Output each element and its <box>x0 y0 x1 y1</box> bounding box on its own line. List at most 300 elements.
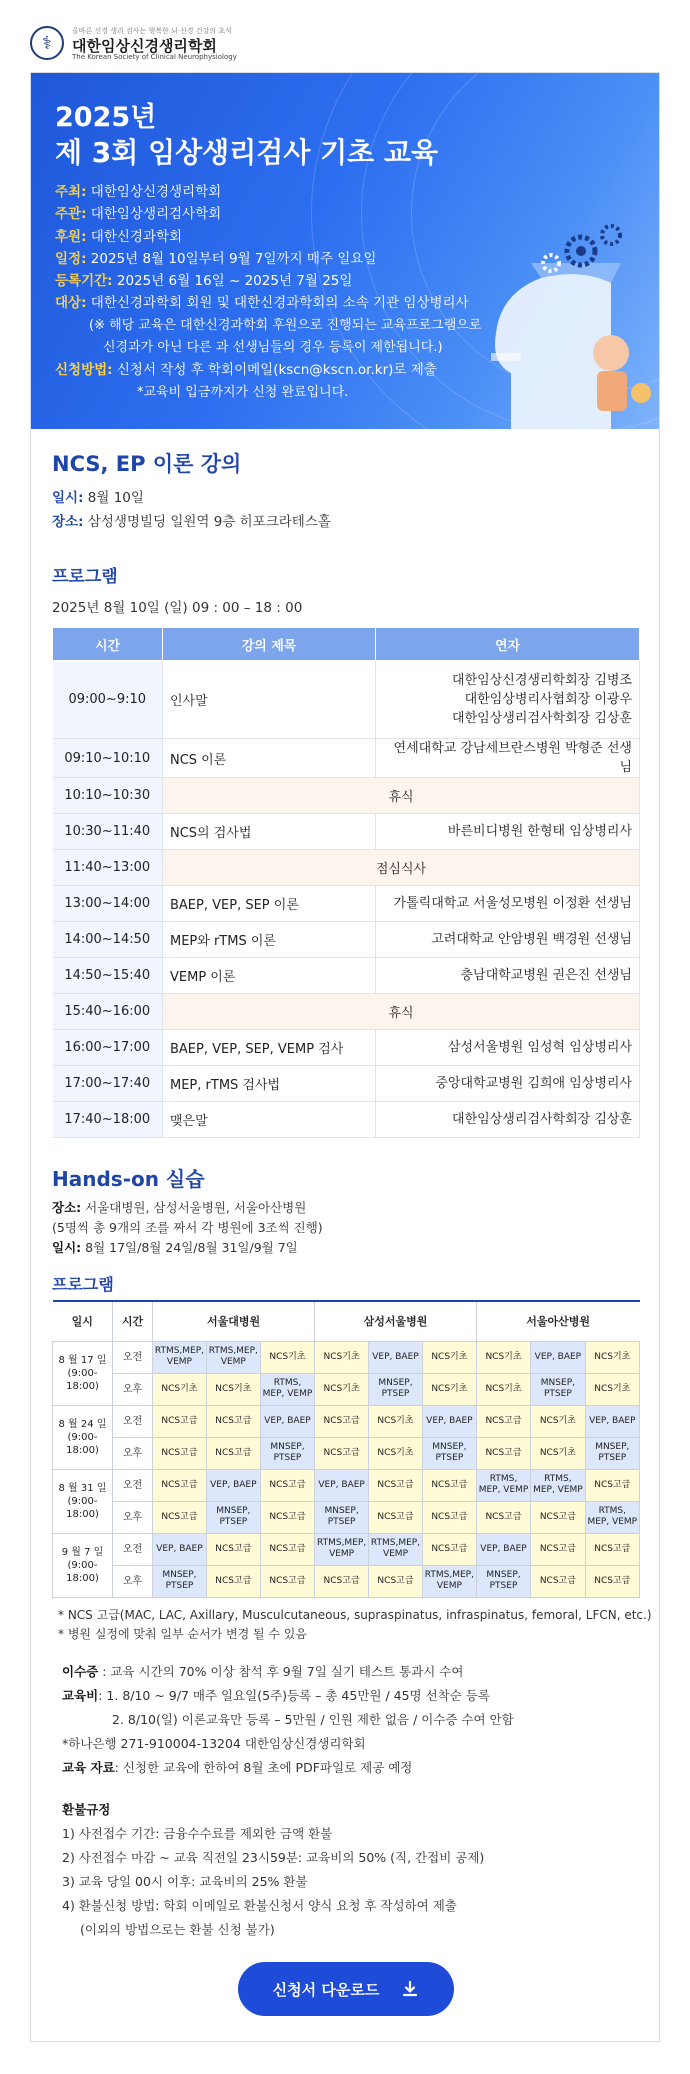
topic-line: NCS고급 <box>594 1479 631 1490</box>
download-icon <box>401 1980 419 1998</box>
cell-session-topic <box>315 1341 369 1373</box>
table-row <box>53 814 640 850</box>
hands-on-title: Hands-on 실습 <box>52 1167 205 1191</box>
cell-session-topic <box>422 1533 476 1565</box>
banner-line-registration: 등록기간: 2025년 6월 16일 ~ 2025년 7월 25일 <box>55 273 353 290</box>
topic-line: VEP, BAEP <box>156 1543 203 1554</box>
hands-on-place-note: (5명씩 총 9개의 조를 짜서 각 병원에 3조씩 진행) <box>52 1220 323 1235</box>
topic-line: VEP, BAEP <box>480 1543 527 1554</box>
topic-line: MEP, VEMP <box>262 1389 313 1399</box>
topic-line: NCS고급 <box>269 1479 306 1490</box>
topic-line: VEP, BAEP <box>426 1415 473 1426</box>
cell-session-topic <box>315 1501 369 1533</box>
cell-session-topic <box>369 1341 423 1373</box>
topic-line: NCS기초 <box>377 1447 414 1458</box>
topic-line: NCS고급 <box>539 1511 576 1522</box>
cell-session-topic <box>476 1533 530 1565</box>
topic-line: RTMS,MEP, <box>424 1570 474 1580</box>
cell-time: 15:40~16:00 <box>53 994 163 1030</box>
cell-date <box>53 1341 113 1405</box>
cell-session-topic <box>531 1469 585 1501</box>
refund-rule-2: 2) 사전접수 마감 ~ 교육 직전일 23시59분: 교육비의 50% (직, 간접비 공제) <box>62 1850 485 1865</box>
topic-line: MNSEP, <box>432 1442 467 1452</box>
topic-line: RTMS, <box>489 1474 518 1484</box>
topic-line: RTMS,MEP, <box>154 1346 205 1356</box>
table-row <box>53 739 640 778</box>
topic-line: NCS기초 <box>377 1415 414 1426</box>
cell-session: 오후 <box>113 1501 153 1533</box>
topic-line: RTMS,MEP, <box>208 1346 258 1356</box>
topic-line: NCS고급 <box>269 1511 306 1522</box>
cell-session-topic <box>315 1565 369 1597</box>
cell-session-topic <box>531 1533 585 1565</box>
date-label: 8 월 31 일 <box>58 1482 107 1494</box>
logo-english-name: The Korean Society of Clinical Neurophysiology <box>72 53 237 61</box>
cell-session-topic <box>153 1405 207 1437</box>
cell-session-topic <box>315 1533 369 1565</box>
date-time: (9:00-18:00) <box>66 1495 99 1520</box>
speaker-name: 고려대학교 안암병원 백경원 선생님 <box>431 932 632 947</box>
speaker-name: 가톨릭대학교 서울성모병원 이정환 선생님 <box>393 896 632 911</box>
topic-line: NCS고급 <box>161 1447 198 1458</box>
cell-session-topic <box>206 1469 260 1501</box>
table-row <box>53 958 640 994</box>
cell-session-topic <box>369 1469 423 1501</box>
cell-session-topic <box>153 1341 207 1373</box>
topic-line: NCS고급 <box>485 1447 522 1458</box>
cell-title: MEP, rTMS 검사법 <box>163 1066 376 1102</box>
cell-session-topic <box>422 1405 476 1437</box>
ncs-program-title: 프로그램 <box>52 567 118 587</box>
topic-line: NCS고급 <box>431 1543 468 1554</box>
topic-line: VEP, BAEP <box>264 1415 311 1426</box>
cell-session-topic <box>153 1469 207 1501</box>
topic-line: VEMP <box>436 1581 462 1591</box>
cell-break: 휴식 <box>163 994 640 1030</box>
table-row <box>53 1501 640 1533</box>
cell-session-topic <box>369 1405 423 1437</box>
topic-line: NCS기초 <box>431 1351 468 1362</box>
topic-line: VEP, BAEP <box>589 1415 636 1426</box>
topic-line: NCS고급 <box>377 1511 414 1522</box>
topic-line: MNSEP, <box>595 1442 630 1452</box>
site-header <box>0 0 690 72</box>
table-row <box>53 1469 640 1501</box>
hands-on-note-1: * NCS 고급(MAC, LAC, Axillary, Musculcutaneous, supraspinatus, infraspinatus, femoral, LFCN, etc.) <box>58 1608 652 1622</box>
topic-line: PTSEP <box>165 1581 194 1591</box>
cell-session-topic <box>260 1469 314 1501</box>
col-title: 강의 제목 <box>163 628 376 661</box>
speaker-name: 삼성서울병원 임성혁 임상병리사 <box>447 1040 632 1055</box>
topic-line: VEMP <box>166 1357 192 1367</box>
topic-line: NCS고급 <box>485 1415 522 1426</box>
topic-line: VEP, BAEP <box>318 1479 365 1490</box>
date-label: 8 월 24 일 <box>58 1418 107 1430</box>
topic-line: NCS고급 <box>161 1415 198 1426</box>
banner-line-sponsor: 후원: 대한신경과학회 <box>55 228 183 245</box>
banner-title: 제 3회 임상생리검사 기초 교육 <box>55 136 439 169</box>
topic-line: NCS기초 <box>594 1383 631 1394</box>
cell-speaker <box>376 1066 640 1102</box>
cell-session-topic <box>422 1469 476 1501</box>
topic-line: NCS고급 <box>431 1479 468 1490</box>
date-time: (9:00-18:00) <box>66 1431 99 1456</box>
topic-line: VEP, BAEP <box>534 1351 582 1362</box>
topic-line: VEP, BAEP <box>372 1351 419 1362</box>
topic-line: NCS고급 <box>594 1575 631 1586</box>
topic-line: PTSEP <box>435 1453 464 1463</box>
table-row <box>53 994 640 1030</box>
refund-title: 환불규정 <box>62 1802 111 1817</box>
banner-year: 2025년 <box>55 102 157 133</box>
cell-session-topic <box>206 1437 260 1469</box>
table-header-row <box>53 628 640 661</box>
cell-session-topic <box>369 1533 423 1565</box>
cell-title: NCS의 검사법 <box>163 814 376 850</box>
refund-rule-3: 3) 교육 당일 00시 이후: 교육비의 25% 환불 <box>62 1874 308 1889</box>
col-time: 시간 <box>53 628 163 661</box>
banner-line-organizer: 주관: 대한임상생리검사학회 <box>55 206 222 223</box>
date-time: (9:00-18:00) <box>66 1559 99 1584</box>
fee-info-2: 2. 8/10(일) 이론교육만 등록 – 5만원 / 인원 제한 없음 / 이수증 수여 안함 <box>112 1712 514 1727</box>
cell-session-topic <box>260 1373 314 1405</box>
topic-line: NCS기초 <box>539 1415 576 1426</box>
cell-session-topic <box>315 1469 369 1501</box>
cell-session-topic <box>585 1565 639 1597</box>
topic-line: NCS고급 <box>377 1575 414 1586</box>
hands-on-place: 장소: 서울대병원, 삼성서울병원, 서울아산병원 <box>52 1200 307 1215</box>
topic-line: NCS고급 <box>215 1543 252 1554</box>
cell-session-topic <box>531 1405 585 1437</box>
ncs-date: 일시: 8월 10일 <box>52 490 144 506</box>
cell-session-topic <box>153 1373 207 1405</box>
topic-line: PTSEP <box>381 1389 410 1399</box>
topic-line: NCS기초 <box>215 1383 252 1394</box>
cell-time: 11:40~13:00 <box>53 850 163 886</box>
table-row <box>53 886 640 922</box>
table-row <box>53 661 640 739</box>
topic-line: MNSEP, <box>162 1570 197 1580</box>
cell-session-topic <box>422 1341 476 1373</box>
cell-session-topic <box>476 1565 530 1597</box>
col-date: 일시 <box>53 1301 113 1341</box>
materials-info: 교육 자료: 신청한 교육에 한하여 8월 초에 PDF파일로 제공 예정 <box>62 1760 413 1775</box>
cell-session-topic <box>153 1565 207 1597</box>
cell-session-topic <box>531 1565 585 1597</box>
cell-time: 16:00~17:00 <box>53 1030 163 1066</box>
cell-session-topic <box>260 1341 314 1373</box>
download-application-button[interactable] <box>238 1962 454 2016</box>
topic-line: MEP, VEMP <box>533 1485 583 1495</box>
table-row <box>53 1341 640 1373</box>
topic-line: MEP, VEMP <box>587 1517 638 1527</box>
table-row <box>53 1437 640 1469</box>
topic-line: MNSEP, <box>540 1378 575 1388</box>
cell-session-topic <box>476 1437 530 1469</box>
refund-rule-1: 1) 사전접수 기간: 금융수수료를 제외한 금액 환불 <box>62 1826 333 1841</box>
cell-session-topic <box>422 1373 476 1405</box>
topic-line: NCS고급 <box>323 1447 360 1458</box>
cell-time: 09:00~9:10 <box>53 661 163 739</box>
table-row <box>53 1405 640 1437</box>
cell-title: 맺은말 <box>163 1102 376 1138</box>
cell-session-topic <box>206 1341 260 1373</box>
topic-line: PTSEP <box>489 1581 518 1591</box>
cell-session-topic <box>153 1501 207 1533</box>
ncs-place: 장소: 삼성생명빌딩 일원역 9층 히포크라테스홀 <box>52 514 331 530</box>
cell-speaker <box>376 886 640 922</box>
topic-line: NCS고급 <box>161 1479 198 1490</box>
certificate-info: 이수증 : 교육 시간의 70% 이상 참석 후 9월 7일 실기 테스트 통과시 수여 <box>62 1664 464 1679</box>
topic-line: NCS기초 <box>485 1351 522 1362</box>
cell-session: 오후 <box>113 1565 153 1597</box>
topic-line: MNSEP, <box>378 1378 413 1388</box>
cell-session-topic <box>476 1341 530 1373</box>
fee-info-1: 교육비: 1. 8/10 ~ 9/7 매주 일요일(5주)등록 – 총 45만원 / 45명 선착순 등록 <box>62 1688 490 1703</box>
table-row <box>53 1373 640 1405</box>
refund-rule-note: (이외의 방법으로는 환불 신청 불가) <box>80 1922 275 1937</box>
cell-session-topic <box>585 1405 639 1437</box>
cell-break: 휴식 <box>163 778 640 814</box>
topic-line: NCS기초 <box>594 1351 631 1362</box>
ncs-section-title: NCS, EP 이론 강의 <box>52 452 242 476</box>
cell-date <box>53 1405 113 1469</box>
cell-speaker <box>376 814 640 850</box>
cell-session-topic <box>585 1501 639 1533</box>
topic-line: VEMP <box>220 1357 246 1367</box>
cell-speaker <box>376 1102 640 1138</box>
speaker-name: 충남대학교병원 권은진 선생님 <box>460 968 632 983</box>
topic-line: NCS고급 <box>323 1575 360 1586</box>
topic-line: NCS기초 <box>431 1383 468 1394</box>
col-session: 시간 <box>113 1301 153 1341</box>
cell-title: BAEP, VEP, SEP 이론 <box>163 886 376 922</box>
topic-line: PTSEP <box>273 1453 302 1463</box>
hands-on-program-title: 프로그램 <box>52 1275 114 1294</box>
cell-session-topic <box>585 1373 639 1405</box>
banner-line-target: 대상: 대한신경과학회 회원 및 대한신경과학회의 소속 기관 임상병리사 <box>55 295 469 312</box>
cell-time: 10:10~10:30 <box>53 778 163 814</box>
banner-line-schedule: 일정: 2025년 8월 10일부터 9월 7일까지 매주 일요일 <box>55 250 377 267</box>
table-row <box>53 778 640 814</box>
topic-line: VEMP <box>382 1549 409 1559</box>
speaker-name: 대한임상신경생리학회장 김병조 <box>452 673 632 688</box>
cell-speaker <box>376 1030 640 1066</box>
bank-account: *하나은행 271-910004-13204 대한임상신경생리학회 <box>62 1736 366 1751</box>
topic-line: NCS기초 <box>539 1447 576 1458</box>
banner-target-note-2: 신경과가 아닌 다른 과 선생님들의 경우 등록이 제한됩니다.) <box>103 340 443 356</box>
speaker-name: 연세대학교 강남세브란스병원 박형준 선생님 <box>393 741 632 775</box>
cell-speaker <box>376 661 640 739</box>
cell-session-topic <box>260 1533 314 1565</box>
cell-session: 오전 <box>113 1341 153 1373</box>
table-row <box>53 1565 640 1597</box>
col-amc: 서울아산병원 <box>476 1301 639 1341</box>
topic-line: MNSEP, <box>216 1506 251 1516</box>
topic-line: PTSEP <box>544 1389 572 1399</box>
cell-session-topic <box>260 1437 314 1469</box>
cell-session-topic <box>260 1405 314 1437</box>
topic-line: NCS고급 <box>215 1415 252 1426</box>
col-snuh: 서울대병원 <box>153 1301 315 1341</box>
society-logo-icon[interactable]: ⚕ <box>30 26 64 60</box>
cell-time: 10:30~11:40 <box>53 814 163 850</box>
topic-line: RTMS, <box>598 1506 626 1516</box>
table-header-row <box>53 1301 640 1341</box>
topic-line: PTSEP <box>327 1517 356 1527</box>
topic-line: NCS고급 <box>323 1415 360 1426</box>
topic-line: NCS고급 <box>594 1543 631 1554</box>
hands-on-date: 일시: 8월 17일/8월 24일/8월 31일/9월 7일 <box>52 1240 298 1255</box>
topic-line: NCS기초 <box>269 1351 306 1362</box>
cell-session-topic <box>422 1501 476 1533</box>
cell-speaker <box>376 958 640 994</box>
cell-session: 오후 <box>113 1373 153 1405</box>
cell-session-topic <box>531 1373 585 1405</box>
cell-session-topic <box>531 1341 585 1373</box>
col-speaker: 연자 <box>376 628 640 661</box>
cell-session-topic <box>369 1437 423 1469</box>
cell-session-topic <box>206 1533 260 1565</box>
cell-session-topic <box>422 1437 476 1469</box>
cell-session-topic <box>585 1533 639 1565</box>
cell-session-topic <box>531 1437 585 1469</box>
table-row <box>53 850 640 886</box>
topic-line: RTMS, <box>273 1378 302 1388</box>
table-row <box>53 1030 640 1066</box>
date-label: 9 월 7 일 <box>61 1546 104 1558</box>
cell-session-topic <box>531 1501 585 1533</box>
cell-title: NCS 이론 <box>163 739 376 778</box>
cell-speaker <box>376 739 640 778</box>
topic-line: NCS고급 <box>377 1479 414 1490</box>
cell-session-topic <box>260 1501 314 1533</box>
hands-on-note-2: * 병원 실정에 맞춰 일부 순서가 변경 될 수 있음 <box>58 1627 307 1641</box>
cell-session-topic <box>315 1373 369 1405</box>
topic-line: NCS고급 <box>215 1575 252 1586</box>
topic-line: NCS기초 <box>323 1383 360 1394</box>
cell-time: 09:10~10:10 <box>53 739 163 778</box>
cell-session-topic <box>369 1565 423 1597</box>
cell-session-topic <box>153 1533 207 1565</box>
cell-session-topic <box>476 1373 530 1405</box>
cell-session-topic <box>206 1373 260 1405</box>
cell-session-topic <box>476 1405 530 1437</box>
banner-line-host: 주최: 대한임상신경생리학회 <box>55 184 222 200</box>
topic-line: NCS기초 <box>485 1383 522 1394</box>
date-time: (9:00-18:00) <box>66 1367 99 1392</box>
table-row <box>53 1102 640 1138</box>
topic-line: PTSEP <box>219 1517 248 1527</box>
topic-line: MNSEP, <box>486 1570 521 1580</box>
hands-on-schedule-table <box>52 1300 640 1598</box>
table-row <box>53 1533 640 1565</box>
topic-line: NCS기초 <box>323 1351 360 1362</box>
cell-session: 오후 <box>113 1437 153 1469</box>
topic-line: NCS고급 <box>539 1575 576 1586</box>
cell-date <box>53 1469 113 1533</box>
topic-line: MNSEP, <box>270 1442 305 1452</box>
topic-line: NCS고급 <box>485 1511 522 1522</box>
cell-time: 13:00~14:00 <box>53 886 163 922</box>
cell-break: 점심식사 <box>163 850 640 886</box>
topic-line: NCS고급 <box>269 1575 306 1586</box>
topic-line: NCS고급 <box>269 1543 306 1554</box>
cell-session-topic <box>585 1341 639 1373</box>
banner-target-note-1: (※ 해당 교육은 대한신경과학회 후원으로 진행되는 교육프로그램으로 <box>89 317 482 333</box>
cell-session-topic <box>260 1565 314 1597</box>
speaker-name: 대한임상병리사협회장 이광우 <box>464 692 632 707</box>
cell-time: 14:00~14:50 <box>53 922 163 958</box>
logo-slogan: 올바른 신경 생리 검사는 행복한 뇌·신경 건강의 초석 <box>72 27 232 35</box>
ncs-program-date: 2025년 8월 10일 (일) 09 : 00 – 18 : 00 <box>52 600 303 616</box>
cell-title: VEMP 이론 <box>163 958 376 994</box>
speaker-name: 대한임상생리검사학회장 김상훈 <box>452 711 632 726</box>
cell-date <box>53 1533 113 1597</box>
speaker-name: 중앙대학교병원 김희애 임상병리사 <box>435 1076 632 1091</box>
topic-line: VEMP <box>329 1549 355 1559</box>
topic-line: MNSEP, <box>324 1506 359 1516</box>
cell-time: 17:40~18:00 <box>53 1102 163 1138</box>
cell-session-topic <box>315 1405 369 1437</box>
topic-line: NCS기초 <box>161 1383 198 1394</box>
cell-session-topic <box>206 1501 260 1533</box>
hero-banner <box>31 73 659 429</box>
cell-title: MEP와 rTMS 이론 <box>163 922 376 958</box>
topic-line: PTSEP <box>598 1453 627 1463</box>
cell-session-topic <box>476 1501 530 1533</box>
cell-session-topic <box>585 1437 639 1469</box>
cell-session-topic <box>206 1405 260 1437</box>
logo-name[interactable]: 대한임상신경생리학회 <box>72 37 217 55</box>
speaker-name: 바른비디병원 한형태 임상병리사 <box>447 824 632 839</box>
table-row <box>53 1066 640 1102</box>
cell-session-topic <box>369 1373 423 1405</box>
topic-line: VEP, BAEP <box>210 1479 257 1490</box>
topic-line: RTMS,MEP, <box>370 1538 421 1548</box>
topic-line: NCS고급 <box>161 1511 198 1522</box>
cell-session-topic <box>206 1565 260 1597</box>
cell-session-topic <box>422 1565 476 1597</box>
banner-apply-note: *교육비 입금까지가 신청 완료입니다. <box>137 384 349 400</box>
download-button-label: 신청서 다운로드 <box>272 1980 380 1999</box>
cell-time: 14:50~15:40 <box>53 958 163 994</box>
refund-rule-4: 4) 환불신청 방법: 학회 이메일로 환불신청서 양식 요청 후 작성하여 제출 <box>62 1898 457 1913</box>
topic-line: NCS고급 <box>539 1543 576 1554</box>
banner-details <box>55 181 615 404</box>
cell-title: 인사말 <box>163 661 376 739</box>
cell-title: BAEP, VEP, SEP, VEMP 검사 <box>163 1030 376 1066</box>
cell-speaker <box>376 922 640 958</box>
ncs-program-table <box>52 627 640 1138</box>
topic-line: MEP, VEMP <box>478 1485 529 1495</box>
banner-line-apply: 신청방법: 신청서 작성 후 학회이메일(kscn@kscn.or.kr)로 제출 <box>55 362 437 379</box>
cell-session: 오전 <box>113 1533 153 1565</box>
cell-session-topic <box>369 1501 423 1533</box>
cell-session-topic <box>585 1469 639 1501</box>
col-smc: 삼성서울병원 <box>315 1301 477 1341</box>
table-row <box>53 922 640 958</box>
topic-line: NCS고급 <box>431 1511 468 1522</box>
cell-session-topic <box>153 1437 207 1469</box>
cell-session: 오전 <box>113 1405 153 1437</box>
cell-session: 오전 <box>113 1469 153 1501</box>
cell-session-topic <box>315 1437 369 1469</box>
topic-line: NCS고급 <box>215 1447 252 1458</box>
cell-session-topic <box>476 1469 530 1501</box>
cell-time: 17:00~17:40 <box>53 1066 163 1102</box>
topic-line: RTMS,MEP, <box>317 1538 367 1548</box>
